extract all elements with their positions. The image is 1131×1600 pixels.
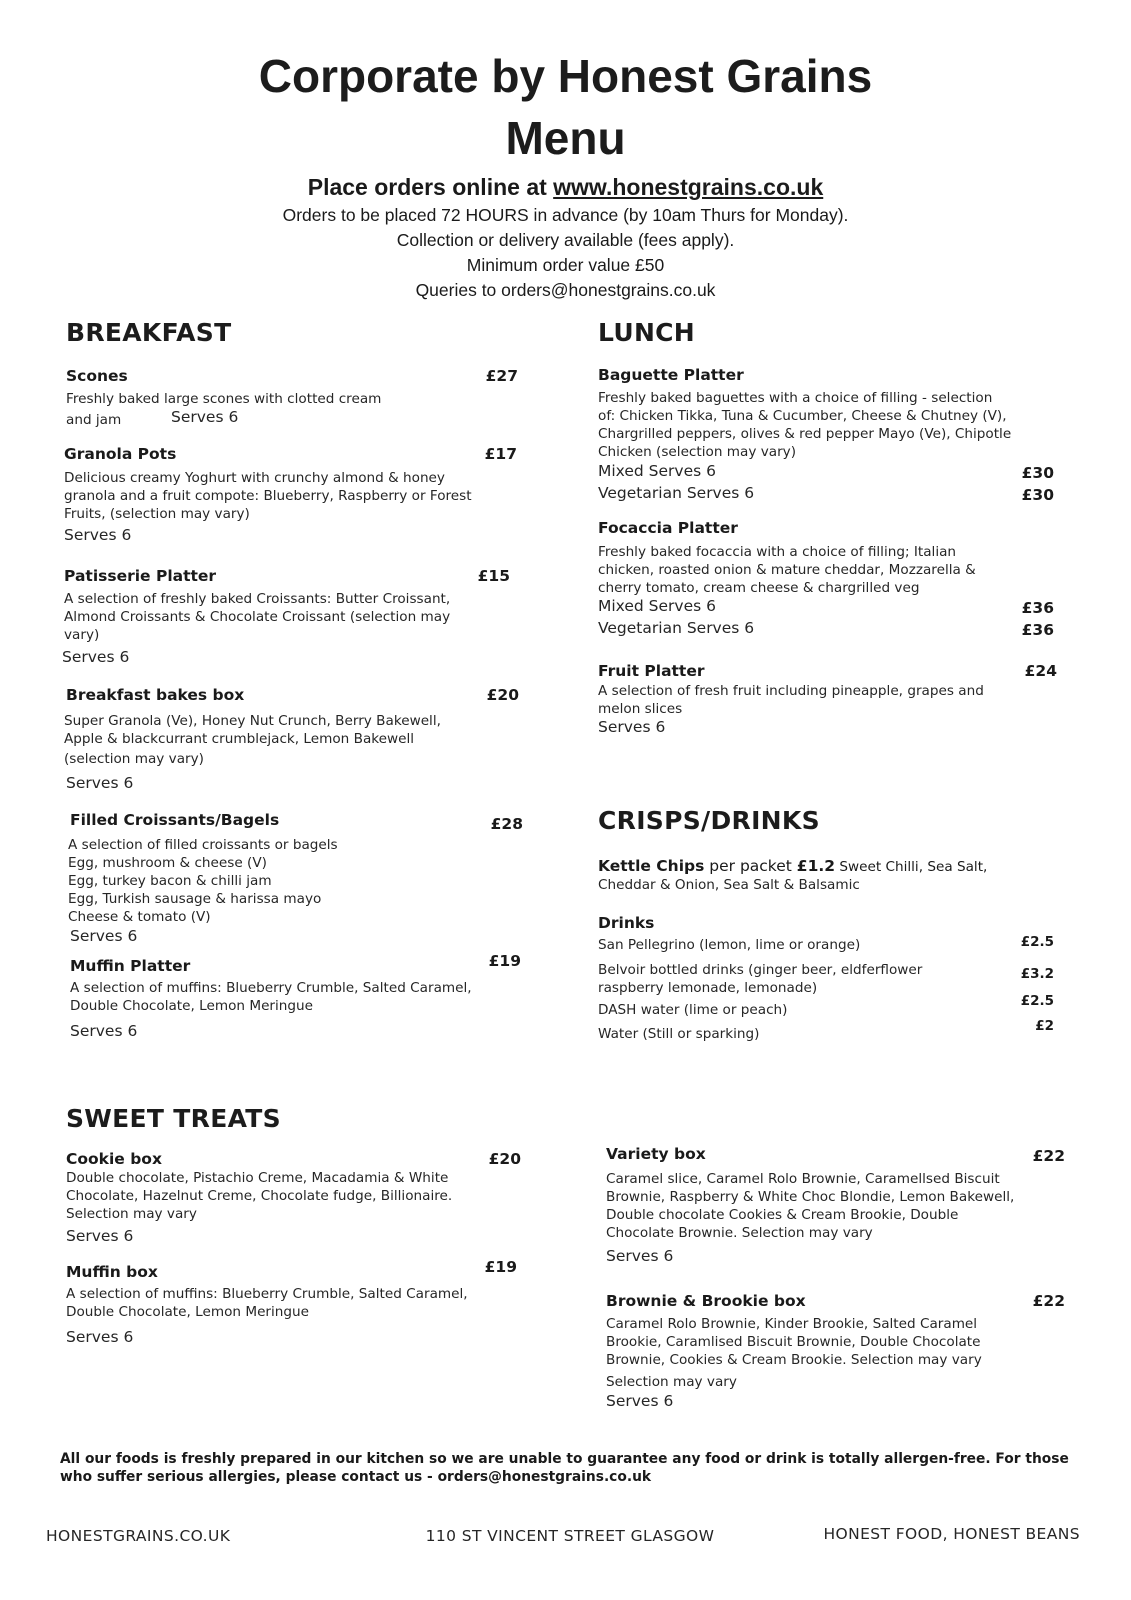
- item-desc: A selection of muffins: Blueberry Crumble, Salted Caramel,: [66, 1286, 468, 1302]
- option-price: £36: [1021, 599, 1054, 617]
- item-desc: Brookie, Caramlised Biscuit Brownie, Double Chocolate: [606, 1334, 981, 1350]
- drink-label: Water (Still or sparking): [598, 1026, 760, 1042]
- item-desc: Egg, mushroom & cheese (V): [68, 855, 267, 871]
- item-price: £20: [486, 686, 519, 704]
- drink-price: £2: [1035, 1018, 1054, 1034]
- item-price: £17: [484, 445, 517, 463]
- item-price: £24: [1024, 662, 1057, 680]
- section-sweet-treats: SWEET TREATS: [66, 1104, 281, 1133]
- page-title-menu: Menu: [505, 112, 626, 164]
- item-price: £27: [485, 367, 518, 385]
- item-serves: Serves 6: [66, 1227, 134, 1245]
- order-online-line: [0, 174, 1131, 201]
- kettle-flavours: Sweet Chilli, Sea Salt,: [835, 859, 988, 875]
- item-name: Filled Croissants/Bagels: [70, 811, 280, 829]
- drinks-heading: Drinks: [598, 914, 655, 932]
- item-desc: Chocolate, Hazelnut Creme, Chocolate fudge, Billionaire.: [66, 1188, 453, 1204]
- item-name: Baguette Platter: [598, 366, 744, 384]
- kettle-name: Kettle Chips: [598, 857, 705, 875]
- item-name: Focaccia Platter: [598, 519, 738, 537]
- item-serves: Serves 6: [606, 1247, 674, 1265]
- item-serves: Serves 6: [62, 648, 130, 666]
- item-desc: A selection of filled croissants or bagels: [68, 837, 338, 853]
- drink-label: DASH water (lime or peach): [598, 1002, 788, 1018]
- item-desc: Fruits, (selection may vary): [64, 506, 250, 522]
- item-desc: Delicious creamy Yoghurt with crunchy almond & honey: [64, 470, 445, 486]
- item-desc: (selection may vary): [64, 751, 204, 767]
- item-name: Brownie & Brookie box: [606, 1292, 806, 1310]
- item-name: Patisserie Platter: [64, 567, 217, 585]
- item-desc: Double chocolate Cookies & Cream Brookie, Double: [606, 1207, 959, 1223]
- item-name: Muffin Platter: [70, 957, 191, 975]
- item-serves: Serves 6: [66, 774, 134, 792]
- item-name: Breakfast bakes box: [66, 686, 245, 704]
- footer-website: HONESTGRAINS.CO.UK: [46, 1527, 231, 1545]
- item-serves: Serves 6: [606, 1392, 674, 1410]
- option-label: Vegetarian Serves 6: [598, 484, 755, 502]
- item-desc: Double chocolate, Pistachio Creme, Macadamia & White: [66, 1170, 449, 1186]
- drink-price: £2.5: [1020, 993, 1054, 1009]
- item-desc: of: Chicken Tikka, Tuna & Cucumber, Cheese & Chutney (V),: [598, 408, 1007, 424]
- item-serves: Serves 6: [66, 1328, 134, 1346]
- item-name: Fruit Platter: [598, 662, 705, 680]
- item-desc: granola and a fruit compote: Blueberry, Raspberry or Forest: [64, 488, 472, 504]
- item-desc: Egg, turkey bacon & chilli jam: [68, 873, 272, 889]
- section-crisps-drinks: CRISPS/DRINKS: [598, 806, 820, 835]
- drink-price: £2.5: [1020, 934, 1054, 950]
- item-serves: Serves 6: [64, 526, 132, 544]
- info-minimum: Minimum order value £50: [466, 255, 665, 275]
- item-desc: Almond Croissants & Chocolate Croissant (selection may: [64, 609, 451, 625]
- order-url-link[interactable]: www.honestgrains.co.uk: [553, 174, 824, 200]
- kettle-chips-line: [598, 857, 987, 875]
- footer-address: 110 ST VINCENT STREET GLASGOW: [425, 1527, 715, 1545]
- item-desc: melon slices: [598, 701, 683, 717]
- info-queries: Queries to orders@honestgrains.co.uk: [415, 280, 716, 300]
- item-desc: Egg, Turkish sausage & harissa mayo: [68, 891, 322, 907]
- drink-price: £3.2: [1020, 966, 1054, 982]
- allergen-note: All our foods is freshly prepared in our kitchen so we are unable to guarantee any food or drink is totally allergen-free. For those: [60, 1451, 1069, 1467]
- kettle-flavours-2: Cheddar & Onion, Sea Salt & Balsamic: [598, 877, 860, 893]
- kettle-price: £1.2: [796, 857, 836, 875]
- option-label: Mixed Serves 6: [598, 597, 716, 615]
- item-serves: Serves 6: [70, 1022, 138, 1040]
- item-desc: Freshly baked large scones with clotted cream: [66, 391, 382, 407]
- item-serves: Serves 6: [598, 718, 666, 736]
- item-desc: and jam: [66, 412, 122, 428]
- item-name: Variety box: [606, 1145, 706, 1163]
- item-price: £20: [488, 1150, 521, 1168]
- item-desc: chicken, roasted onion & mature cheddar, Mozzarella &: [598, 562, 976, 578]
- order-prefix: Place orders online at: [307, 174, 554, 200]
- drink-label: Belvoir bottled drinks (ginger beer, eldferflower: [598, 962, 923, 978]
- drink-label-2: raspberry lemonade, lemonade): [598, 980, 818, 996]
- item-price: £19: [488, 952, 521, 970]
- item-desc: Freshly baked baguettes with a choice of filling - selection: [598, 390, 993, 406]
- item-name: Granola Pots: [64, 445, 177, 463]
- item-desc: Cheese & tomato (V): [68, 909, 211, 925]
- item-desc: vary): [64, 627, 100, 643]
- option-label: Vegetarian Serves 6: [598, 619, 755, 637]
- item-price: £15: [477, 567, 510, 585]
- item-desc: Chargrilled peppers, olives & red pepper Mayo (Ve), Chipotle: [598, 426, 1012, 442]
- info-collection: Collection or delivery available (fees apply).: [396, 230, 735, 250]
- page-title: Corporate by Honest Grains: [258, 50, 873, 102]
- item-desc: Double Chocolate, Lemon Meringue: [66, 1304, 310, 1320]
- item-desc: A selection of muffins: Blueberry Crumble, Salted Caramel,: [70, 980, 472, 996]
- item-desc: Brownie, Raspberry & White Choc Blondie, Lemon Bakewell,: [606, 1189, 1015, 1205]
- item-serves: Serves 6: [70, 927, 138, 945]
- item-price: £22: [1032, 1292, 1065, 1310]
- item-desc: Chicken (selection may vary): [598, 444, 797, 460]
- item-price: £28: [490, 815, 523, 833]
- option-price: £36: [1021, 621, 1054, 639]
- drink-label: San Pellegrino (lemon, lime or orange): [598, 937, 861, 953]
- info-advance: Orders to be placed 72 HOURS in advance (by 10am Thurs for Monday).: [282, 205, 849, 225]
- item-desc: A selection of fresh fruit including pineapple, grapes and: [598, 683, 984, 699]
- option-price: £30: [1021, 464, 1054, 482]
- item-name: Cookie box: [66, 1150, 162, 1168]
- item-desc: Super Granola (Ve), Honey Nut Crunch, Berry Bakewell,: [64, 713, 441, 729]
- section-lunch: LUNCH: [598, 318, 696, 347]
- item-desc: Double Chocolate, Lemon Meringue: [70, 998, 314, 1014]
- allergen-note-2: who suffer serious allergies, please contact us - orders@honestgrains.co.uk: [60, 1469, 652, 1485]
- item-price: £19: [484, 1258, 517, 1276]
- kettle-per: per packet: [704, 857, 797, 875]
- section-breakfast: BREAKFAST: [66, 318, 232, 347]
- item-desc: Freshly baked focaccia with a choice of filling; Italian: [598, 544, 957, 560]
- item-desc-extra: Selection may vary: [606, 1374, 737, 1390]
- item-price: £22: [1032, 1147, 1065, 1165]
- footer-tagline: HONEST FOOD, HONEST BEANS: [823, 1525, 1080, 1543]
- item-desc: Selection may vary: [66, 1206, 197, 1222]
- item-name: Scones: [66, 367, 128, 385]
- option-label: Mixed Serves 6: [598, 462, 716, 480]
- item-desc: Chocolate Brownie. Selection may vary: [606, 1225, 873, 1241]
- item-desc: A selection of freshly baked Croissants: Butter Croissant,: [64, 591, 451, 607]
- item-name: Muffin box: [66, 1263, 158, 1281]
- item-desc: Apple & blackcurrant crumblejack, Lemon Bakewell: [64, 731, 415, 747]
- item-desc: cherry tomato, cream cheese & chargrilled veg: [598, 580, 920, 596]
- item-serves: Serves 6: [171, 408, 239, 426]
- item-desc: Brownie, Cookies & Cream Brookie. Selection may vary: [606, 1352, 982, 1368]
- item-desc: Caramel Rolo Brownie, Kinder Brookie, Salted Caramel: [606, 1316, 978, 1332]
- option-price: £30: [1021, 486, 1054, 504]
- item-desc: Caramel slice, Caramel Rolo Brownie, Caramellsed Biscuit: [606, 1171, 1000, 1187]
